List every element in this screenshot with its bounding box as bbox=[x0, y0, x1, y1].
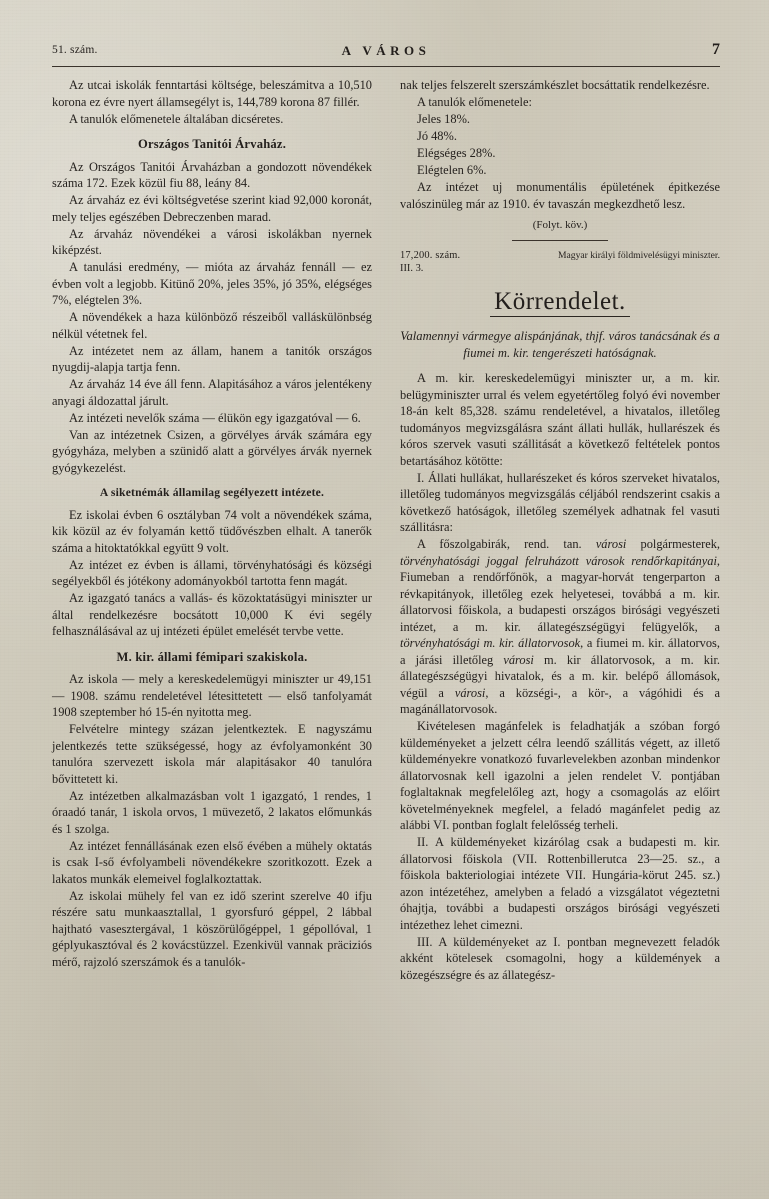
paragraph: A növendékek a haza különböző részeiből valláskülönbség nélkül vétetnek fel. bbox=[52, 310, 372, 341]
right-column bbox=[400, 77, 720, 984]
section-heading-femipari-szakiskola: M. kir. állami fémipari szakiskola. bbox=[116, 649, 308, 664]
paragraph: A m. kir. kereskedelemügyi miniszter ur, a m. kir. belügyminiszter urral és velem egyetértőleg folyó évi november 18-án kelt 85,328. számu rendeletével, a hivatalos, illetőleg tudományos megvizsgálásra szánt állati hullák, hullarészek és kóros szervek vasuti szállitását a következő feltételek pontos betartásához kötötte: bbox=[400, 371, 720, 468]
publication-title: A VÁROS bbox=[341, 43, 431, 58]
result-line: Jó 48%. bbox=[417, 129, 457, 143]
paragraph: Az intézetet nem az állam, hanem a tanitók országos nyugdij-alapja tartja fenn. bbox=[52, 343, 372, 375]
paragraph: Az árvaház növendékei a városi iskolákban nyernek kiképzést. bbox=[52, 226, 372, 258]
page-content bbox=[52, 41, 720, 984]
paragraph: A tanulók előmenetele általában dicséretes. bbox=[69, 111, 284, 126]
paragraph: I. Állati hullákat, hullarészeket és kóros szerveket hivatalos, illetőleg tudományos megvizsgálás céljából rendszerint csakis a következő hatóságok, illetőleg személyek adhatnak fel vasuti szállitásra: bbox=[400, 470, 720, 535]
decree-meta bbox=[400, 249, 720, 275]
result-line: Jeles 18%. bbox=[417, 112, 470, 126]
paragraph: Az intézet uj monumentális épületének épitkezése valószinüleg már az 1910. év tavaszán megkezdhető lesz. bbox=[400, 180, 720, 211]
paragraph: Az árvaház ez évi költségvetése szerint kiad 92,000 koronát, mely teljes egészében Debreczenben marad. bbox=[52, 193, 372, 224]
decree-addressee: Valamennyi vármegye alispánjának, thjf. város tanácsának és a fiumei m. kir. tengerészeti hatóságnak. bbox=[400, 328, 720, 360]
paragraph: Kivételesen magánfelek is feladhatják a szóban forgó küldeményeket a jelzett célra leendő szállitás végett, az illető küldeményekre vonatkozó fuvarlevelekben azonban mindenkor állatorvosnak kell igazolni a jelen rendelet V. pontjában foglaltaknak megfelelőleg azt, hogy a csomagolás az előirt követelményeknek megfelel, a feladó magánfelet pedig az alábbi VI. pontban foglalt felelősség terheli. bbox=[400, 719, 720, 833]
paragraph: III. A küldeményeket az I. pontban megnevezett feladók akként kötelesek csomagolni, hogy a küldemények a közegészségre és az állategész- bbox=[400, 934, 720, 982]
decree-title-wrap bbox=[400, 281, 720, 326]
result-line: Elégtelen 6%. bbox=[417, 163, 487, 177]
decree-file-info bbox=[400, 249, 518, 275]
szam-label: szám. bbox=[435, 249, 461, 261]
division-number: III. 3. bbox=[400, 262, 424, 274]
left-column bbox=[52, 77, 372, 984]
page-number: 7 bbox=[712, 41, 720, 58]
ministry-name: Magyar királyi földmivelésügyi miniszter. bbox=[558, 249, 720, 261]
continuation-note: (Folyt. köv.) bbox=[532, 219, 588, 231]
decree-title: Körrendelet. bbox=[490, 289, 630, 317]
paragraph: A főszolgabirák, rend. tan. városi polgármesterek, törvényhatósági joggal felruházott városok rendőrkapitányai, Fiumeban a rendőrfőnök, a magyar-horvát tengerparton a révkapitányok, illetőleg ezek helyetesei, továbbá a m. kir. állatorvosi főiskola, a budapesti országos birósági vegyészeti intézet, a m. kir. állategészségügyi felügyelők, a törvényhatósági m. kir. állatorvosok, a fiumei m. kir. állatorvos, a járási illetőleg városi m. kir állatorvosok, a m. kir. állategészségügyi hivatalok, és a m. kir. belépő állomások, végül a városi, a községi-, a kör-, a vágóhidi és a magánállatorvosok. bbox=[400, 537, 720, 717]
column-container bbox=[52, 77, 720, 984]
paragraph: Az Országos Tanitói Árvaházban a gondozott növendékek száma 172. Ezek közül fiu 88, leány 84. bbox=[52, 159, 372, 191]
paragraph: Felvételre mintegy százan jelentkeztek. E nagyszámu jelentkezés tette szükségessé, hogy az évfolyamonként 30 tanulóra szervezett iskola már alapitásakor 40 tanulóra bővittetett ki. bbox=[52, 722, 372, 786]
results-intro: A tanulók előmenetele: bbox=[417, 95, 532, 109]
paragraph: Az intézetben alkalmazásban volt 1 igazgató, 1 rendes, 1 óraadó tanár, 1 iskola orvos, 1 müvezető, 2 lakatos előmunkás és 1 szolga. bbox=[52, 788, 372, 836]
paragraph: Az intézet fennállásának ezen első évében a mühely oktatás is csak I-ső évfolyambeli növendékekre szoritkozott. Ezek a lakatos munkák elemeivel foglalkoztattak. bbox=[52, 838, 372, 886]
paragraph: II. A küldeményeket kizárólag csak a budapesti m. kir. állatorvosi főiskola (VII. Rottenbillerutca 23—25. sz., a főiskola bakteriologiai intézete VII. Hungária-körut 245. sz.) azon intézetéhez, amelyben a feladó a vizsgálatot végeztetni óhajtja, további a budapesti országos birósági vegyészeti intézethez lehet cimezni. bbox=[400, 835, 720, 932]
result-line: Elégséges 28%. bbox=[417, 146, 496, 160]
paragraph: Az iskola — mely a kereskedelemügyi miniszter ur 49,151— 1908. számu rendeletével létesittetett — első tanfolyamát 1908 szeptember hó 15-én nyitotta meg. bbox=[52, 672, 372, 720]
paragraph: Az intézet ez évben is állami, törvényhatósági és községi segélyekből és jótékony adományokból tartotta fenn magát. bbox=[52, 557, 372, 589]
paragraph: A tanulási eredmény, — mióta az árvaház fennáll — ez évben volt a legjobb. Kitünő 20%, jeles 35%, jó 35%, elégséges 7%, elégtelen 3%. bbox=[52, 260, 372, 308]
paragraph: Az iskolai mühely fel van ez idő szerint szerelve 40 ifju részére satu munkaasztallal, 1 gyorsfuró géppel, 2 lábbal hajtható vasesztergával, 1 köszörülőgéppel, 1 gépollóval, 1 géplyukasztóval és 2 kovácstüzzel. Ezenkivül vannak präciziós mérő, rajzoló szerszámok és a tanulók- bbox=[52, 888, 372, 969]
paragraph: Az igazgató tanács a vallás- és közoktatásügyi miniszter ur által rendelkezésre bocsátott 10,000 K évi segély felhasználásával az uj intézeti épület emelését tervbe vette. bbox=[52, 591, 372, 639]
paragraph: Ez iskolai évben 6 osztályban 74 volt a növendékek száma, kik közül az év folyamán kettő tüdővészben elhalt. A tanerők száma a hitoktatókkal együtt 9 volt. bbox=[52, 507, 372, 555]
section-heading-orszagos-tanitoi-arvahaz: Országos Tanitói Árvaház. bbox=[137, 137, 287, 151]
section-heading-siketnemak-intezete: A siketnémák államilag segélyezett intézete. bbox=[99, 486, 325, 500]
paragraph: Az utcai iskolák fenntartási költsége, beleszámitva a 10,510 korona ez évre nyert államsegélyt is, 144,789 korona 87 fillér. bbox=[52, 78, 372, 109]
paragraph: Az intézeti nevelők száma — élükön egy igazgatóval — 6. bbox=[69, 410, 361, 425]
paragraph: Van az intézetnek Csizen, a görvélyes árvák számára egy gyógyháza, melyben a szünidő alatt a görvélyes árvák nyernek gyógykezelést. bbox=[52, 427, 372, 475]
divider bbox=[512, 240, 608, 241]
file-number: 17,200. bbox=[400, 249, 433, 261]
masthead bbox=[52, 41, 720, 67]
issue-number: 51. szám. bbox=[52, 44, 98, 56]
paragraph: nak teljes felszerelt szerszámkészlet bocsáttatik rendelkezésre. bbox=[400, 78, 710, 92]
paragraph: Az árvaház 14 éve áll fenn. Alapitásához a város jelentékeny anyagi áldozattal járult. bbox=[52, 377, 372, 408]
